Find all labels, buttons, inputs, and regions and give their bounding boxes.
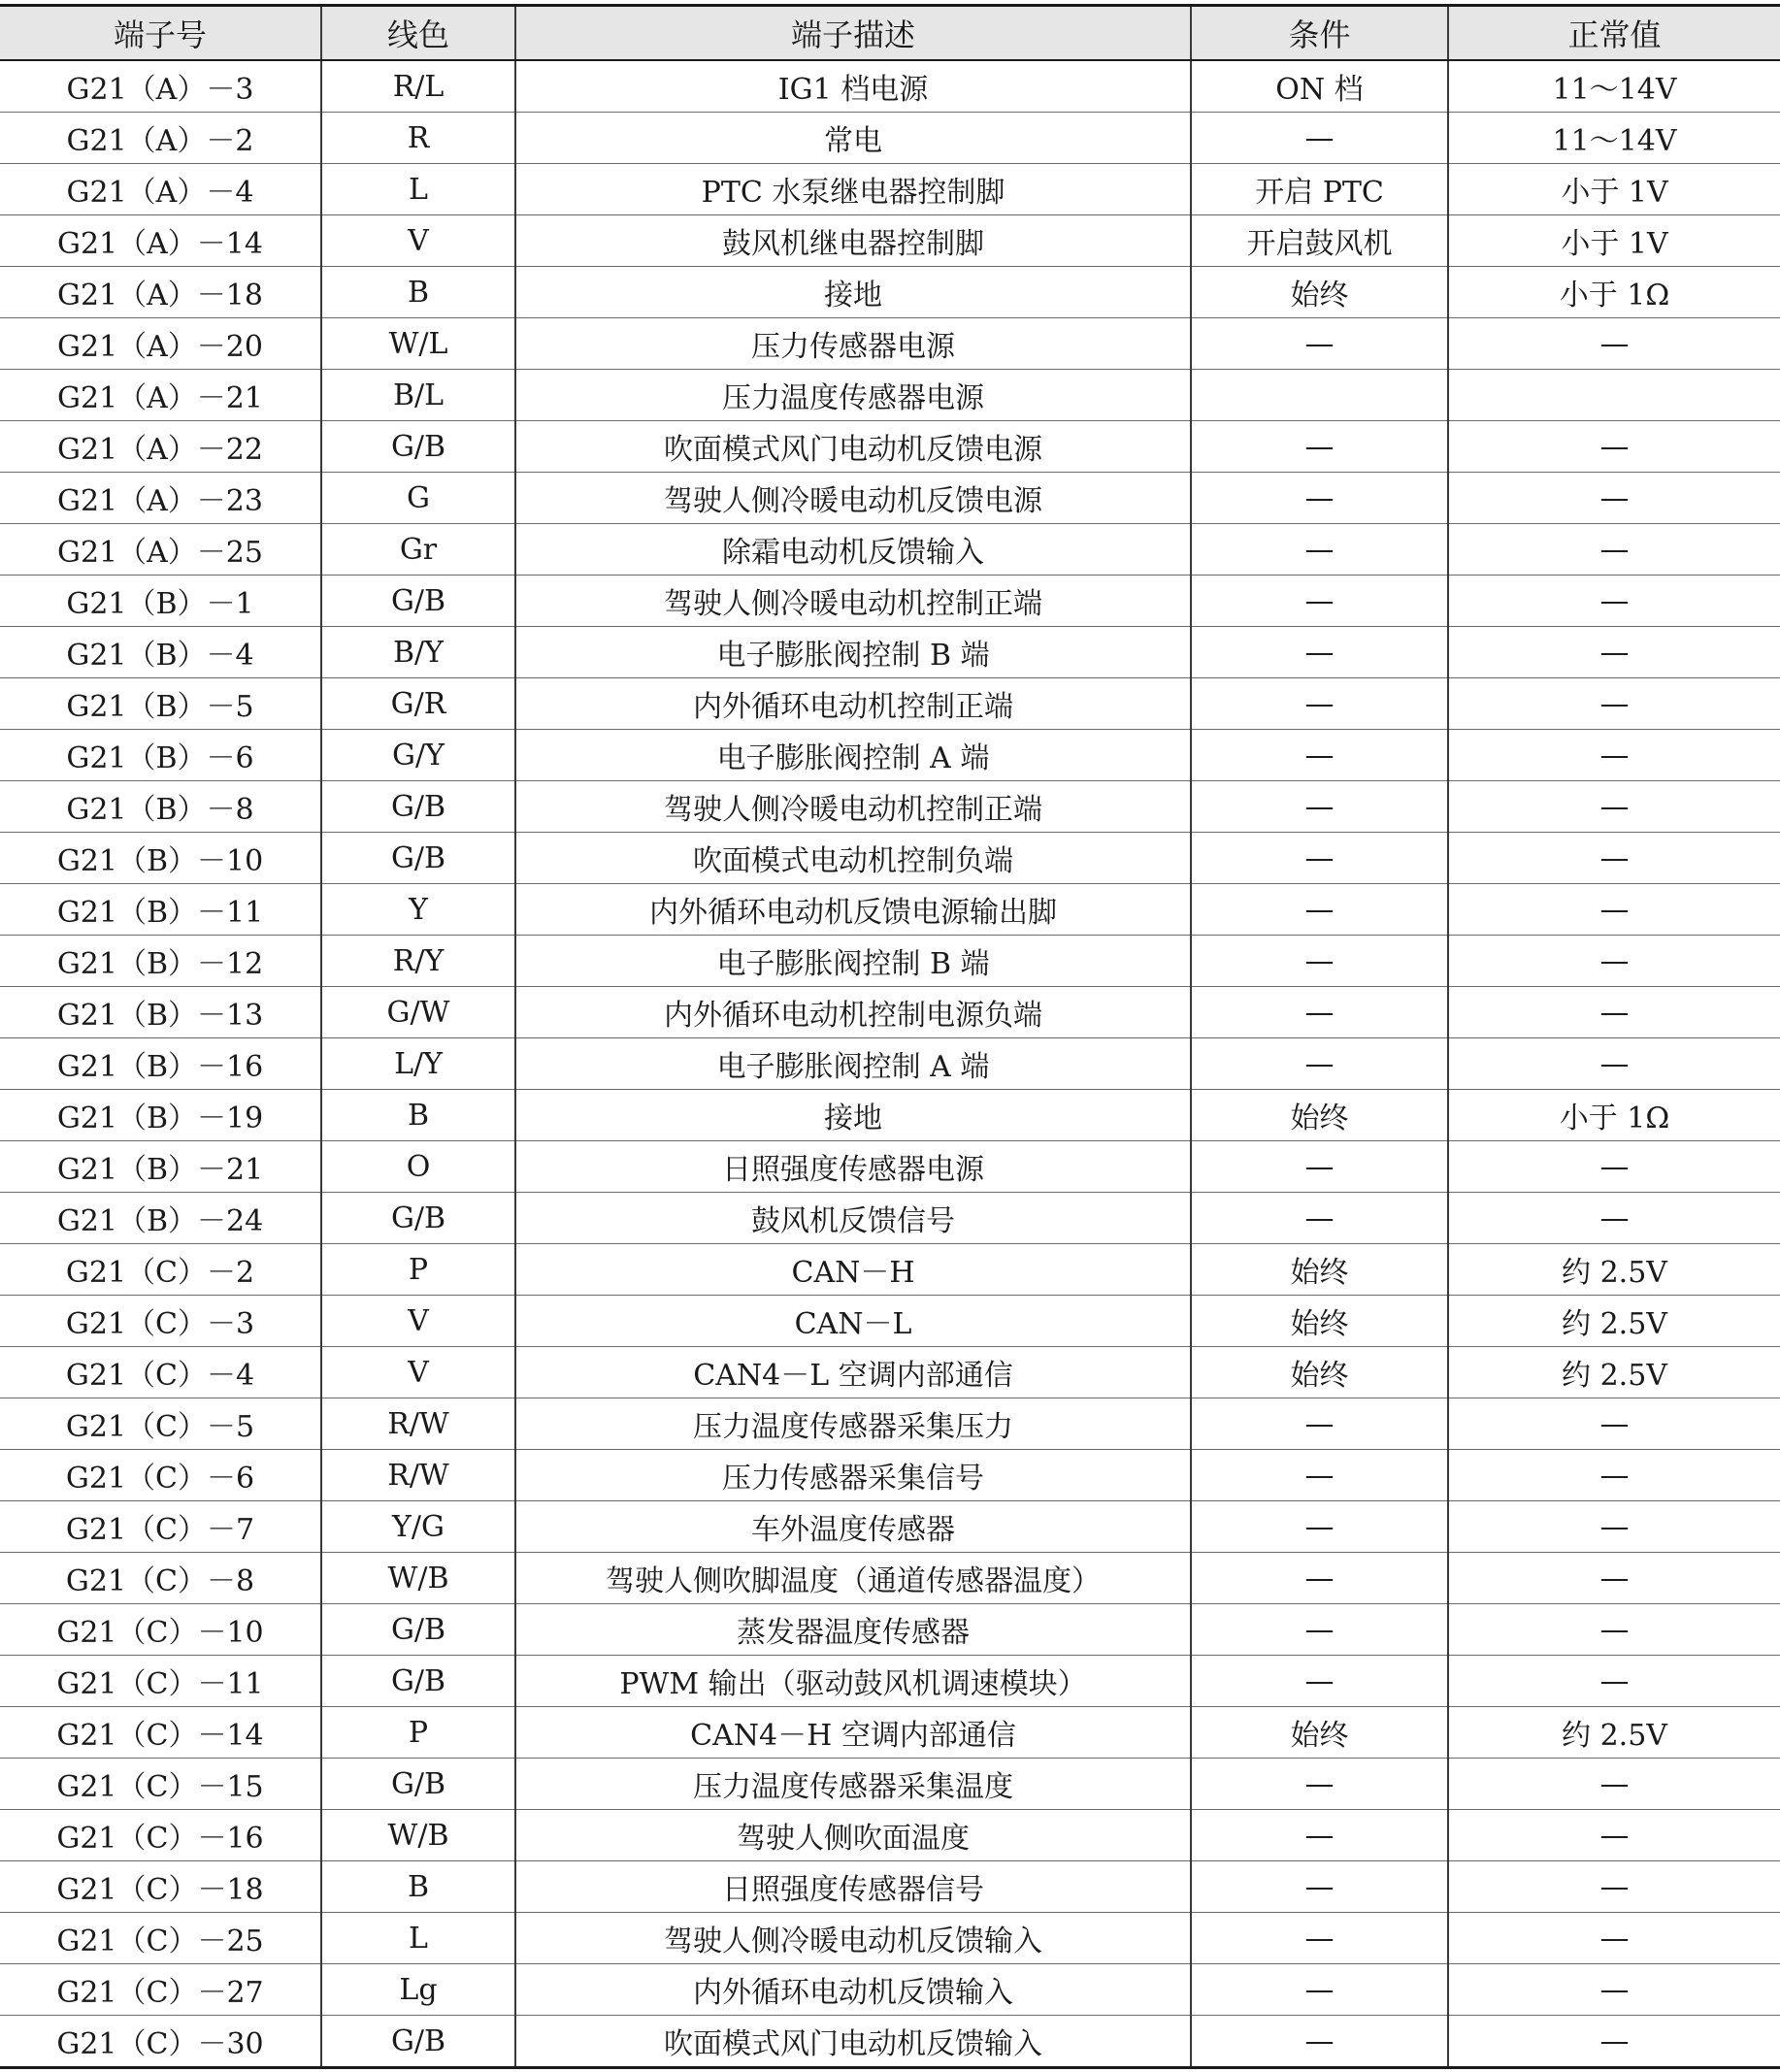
cell-normal-value: — xyxy=(1448,1964,1780,2016)
cell-wire-color: V xyxy=(321,1347,515,1398)
cell-condition: — xyxy=(1191,1193,1448,1244)
cell-condition: — xyxy=(1191,1501,1448,1553)
cell-normal-value: 约 2.5V xyxy=(1448,1707,1780,1759)
cell-terminal-description: 压力温度传感器采集压力 xyxy=(515,1398,1191,1450)
cell-terminal-description: CAN4－H 空调内部通信 xyxy=(515,1707,1191,1759)
cell-wire-color: G/B xyxy=(321,421,515,473)
header-wire-color: 线色 xyxy=(321,6,515,61)
cell-terminal-number: G21（C）－16 xyxy=(0,1810,321,1861)
cell-terminal-description: 鼓风机反馈信号 xyxy=(515,1193,1191,1244)
cell-wire-color: R/W xyxy=(321,1398,515,1450)
cell-terminal-number: G21（A）－4 xyxy=(0,164,321,215)
cell-terminal-description: 压力传感器采集信号 xyxy=(515,1450,1191,1501)
table-row xyxy=(0,1450,1780,1501)
cell-wire-color: B xyxy=(321,1861,515,1913)
cell-terminal-description: 驾驶人侧冷暖电动机控制正端 xyxy=(515,576,1191,627)
cell-normal-value: 约 2.5V xyxy=(1448,1296,1780,1347)
cell-wire-color: O xyxy=(321,1141,515,1193)
cell-terminal-number: G21（C）－15 xyxy=(0,1759,321,1810)
cell-condition: — xyxy=(1191,987,1448,1038)
cell-condition: — xyxy=(1191,1141,1448,1193)
cell-terminal-number: G21（C）－4 xyxy=(0,1347,321,1398)
cell-terminal-description: 压力温度传感器采集温度 xyxy=(515,1759,1191,1810)
table-row xyxy=(0,473,1780,524)
cell-wire-color: P xyxy=(321,1707,515,1759)
table-row xyxy=(0,421,1780,473)
cell-wire-color: L xyxy=(321,164,515,215)
cell-condition: 始终 xyxy=(1191,1296,1448,1347)
cell-wire-color: G xyxy=(321,473,515,524)
table-row xyxy=(0,1090,1780,1141)
table-row xyxy=(0,627,1780,678)
cell-condition: 始终 xyxy=(1191,1707,1448,1759)
cell-normal-value: — xyxy=(1448,1038,1780,1090)
cell-normal-value: — xyxy=(1448,833,1780,884)
cell-terminal-number: G21（C）－8 xyxy=(0,1553,321,1604)
cell-wire-color: R/L xyxy=(321,60,515,113)
table-row xyxy=(0,370,1780,421)
cell-terminal-number: G21（A）－14 xyxy=(0,215,321,267)
cell-condition: — xyxy=(1191,678,1448,730)
table-row xyxy=(0,1604,1780,1656)
table-row xyxy=(0,781,1780,833)
table-row xyxy=(0,1707,1780,1759)
cell-terminal-description: 电子膨胀阀控制 B 端 xyxy=(515,936,1191,987)
cell-condition: — xyxy=(1191,627,1448,678)
cell-wire-color: G/B xyxy=(321,781,515,833)
cell-condition: — xyxy=(1191,1913,1448,1964)
cell-wire-color: G/B xyxy=(321,1604,515,1656)
cell-terminal-number: G21（B）－19 xyxy=(0,1090,321,1141)
header-terminal-number: 端子号 xyxy=(0,6,321,61)
cell-terminal-number: G21（A）－21 xyxy=(0,370,321,421)
table-row xyxy=(0,267,1780,318)
cell-condition xyxy=(1191,370,1448,421)
cell-normal-value: 11～14V xyxy=(1448,60,1780,113)
table-row xyxy=(0,215,1780,267)
table-row xyxy=(0,164,1780,215)
table-row xyxy=(0,1244,1780,1296)
cell-terminal-description: CAN－L xyxy=(515,1296,1191,1347)
cell-wire-color: R/W xyxy=(321,1450,515,1501)
cell-terminal-number: G21（B）－13 xyxy=(0,987,321,1038)
cell-terminal-description: 除霜电动机反馈输入 xyxy=(515,524,1191,576)
cell-wire-color: G/B xyxy=(321,1656,515,1707)
cell-normal-value: — xyxy=(1448,2016,1780,2068)
cell-condition: — xyxy=(1191,473,1448,524)
cell-condition: — xyxy=(1191,1450,1448,1501)
cell-wire-color: V xyxy=(321,1296,515,1347)
table-row xyxy=(0,1038,1780,1090)
cell-terminal-number: G21（B）－24 xyxy=(0,1193,321,1244)
cell-normal-value: — xyxy=(1448,1141,1780,1193)
cell-normal-value: — xyxy=(1448,473,1780,524)
cell-terminal-number: G21（B）－6 xyxy=(0,730,321,781)
cell-wire-color: W/B xyxy=(321,1810,515,1861)
cell-terminal-description: 电子膨胀阀控制 B 端 xyxy=(515,627,1191,678)
cell-normal-value: — xyxy=(1448,781,1780,833)
cell-normal-value: — xyxy=(1448,1810,1780,1861)
header-normal-value: 正常值 xyxy=(1448,6,1780,61)
cell-terminal-description: 吹面模式电动机控制负端 xyxy=(515,833,1191,884)
cell-condition: — xyxy=(1191,1398,1448,1450)
cell-terminal-description: CAN－H xyxy=(515,1244,1191,1296)
cell-terminal-description: 电子膨胀阀控制 A 端 xyxy=(515,1038,1191,1090)
cell-terminal-description: 内外循环电动机控制正端 xyxy=(515,678,1191,730)
cell-terminal-number: G21（B）－4 xyxy=(0,627,321,678)
cell-terminal-number: G21（B）－5 xyxy=(0,678,321,730)
table-row xyxy=(0,524,1780,576)
table-row xyxy=(0,113,1780,164)
cell-condition: — xyxy=(1191,730,1448,781)
cell-normal-value: — xyxy=(1448,1553,1780,1604)
cell-normal-value: — xyxy=(1448,421,1780,473)
cell-terminal-number: G21（A）－23 xyxy=(0,473,321,524)
cell-normal-value: 小于 1Ω xyxy=(1448,1090,1780,1141)
terminal-table xyxy=(0,4,1780,2069)
table-row xyxy=(0,987,1780,1038)
cell-terminal-number: G21（A）－22 xyxy=(0,421,321,473)
cell-wire-color: L xyxy=(321,1913,515,1964)
cell-condition: — xyxy=(1191,1861,1448,1913)
table-row xyxy=(0,1913,1780,1964)
cell-normal-value: — xyxy=(1448,1861,1780,1913)
cell-wire-color: L/Y xyxy=(321,1038,515,1090)
cell-condition: — xyxy=(1191,936,1448,987)
cell-terminal-number: G21（C）－11 xyxy=(0,1656,321,1707)
cell-terminal-description: 驾驶人侧吹面温度 xyxy=(515,1810,1191,1861)
cell-condition: 始终 xyxy=(1191,267,1448,318)
table-row xyxy=(0,678,1780,730)
table-row xyxy=(0,936,1780,987)
cell-terminal-description: 内外循环电动机反馈电源输出脚 xyxy=(515,884,1191,936)
cell-terminal-number: G21（A）－20 xyxy=(0,318,321,370)
cell-terminal-description: 日照强度传感器信号 xyxy=(515,1861,1191,1913)
cell-terminal-number: G21（C）－5 xyxy=(0,1398,321,1450)
cell-condition: — xyxy=(1191,884,1448,936)
cell-terminal-number: G21（C）－3 xyxy=(0,1296,321,1347)
cell-terminal-number: G21（C）－30 xyxy=(0,2016,321,2068)
table-row xyxy=(0,1141,1780,1193)
header-terminal-description: 端子描述 xyxy=(515,6,1191,61)
cell-normal-value: — xyxy=(1448,318,1780,370)
cell-wire-color: G/B xyxy=(321,1193,515,1244)
cell-normal-value: 小于 1Ω xyxy=(1448,267,1780,318)
cell-terminal-description: 驾驶人侧冷暖电动机反馈电源 xyxy=(515,473,1191,524)
cell-condition: — xyxy=(1191,781,1448,833)
cell-terminal-description: 内外循环电动机反馈输入 xyxy=(515,1964,1191,2016)
cell-terminal-description: PWM 输出（驱动鼓风机调速模块） xyxy=(515,1656,1191,1707)
cell-condition: — xyxy=(1191,576,1448,627)
cell-wire-color: W/B xyxy=(321,1553,515,1604)
cell-terminal-number: G21（C）－14 xyxy=(0,1707,321,1759)
cell-terminal-number: G21（A）－2 xyxy=(0,113,321,164)
table-row xyxy=(0,833,1780,884)
cell-terminal-description: 电子膨胀阀控制 A 端 xyxy=(515,730,1191,781)
cell-normal-value: — xyxy=(1448,1501,1780,1553)
cell-normal-value: — xyxy=(1448,1759,1780,1810)
cell-wire-color: G/B xyxy=(321,1759,515,1810)
table-row xyxy=(0,2016,1780,2068)
cell-normal-value: — xyxy=(1448,1398,1780,1450)
cell-terminal-number: G21（B）－11 xyxy=(0,884,321,936)
cell-wire-color: Y xyxy=(321,884,515,936)
cell-wire-color: R/Y xyxy=(321,936,515,987)
cell-condition: — xyxy=(1191,1656,1448,1707)
cell-terminal-description: 接地 xyxy=(515,267,1191,318)
cell-terminal-number: G21（C）－18 xyxy=(0,1861,321,1913)
cell-condition: — xyxy=(1191,1810,1448,1861)
cell-terminal-number: G21（A）－25 xyxy=(0,524,321,576)
cell-terminal-number: G21（C）－10 xyxy=(0,1604,321,1656)
cell-condition: 始终 xyxy=(1191,1347,1448,1398)
cell-condition: — xyxy=(1191,113,1448,164)
cell-condition: — xyxy=(1191,421,1448,473)
cell-normal-value: 约 2.5V xyxy=(1448,1347,1780,1398)
cell-normal-value xyxy=(1448,370,1780,421)
cell-condition: — xyxy=(1191,2016,1448,2068)
cell-condition: — xyxy=(1191,1553,1448,1604)
header-condition: 条件 xyxy=(1191,6,1448,61)
cell-terminal-number: G21（B）－21 xyxy=(0,1141,321,1193)
cell-normal-value: — xyxy=(1448,936,1780,987)
cell-normal-value: — xyxy=(1448,730,1780,781)
cell-terminal-number: G21（C）－25 xyxy=(0,1913,321,1964)
table-row xyxy=(0,1398,1780,1450)
cell-terminal-description: 驾驶人侧吹脚温度（通道传感器温度） xyxy=(515,1553,1191,1604)
cell-terminal-number: G21（B）－12 xyxy=(0,936,321,987)
cell-terminal-description: 压力温度传感器电源 xyxy=(515,370,1191,421)
cell-terminal-description: 蒸发器温度传感器 xyxy=(515,1604,1191,1656)
cell-terminal-description: 车外温度传感器 xyxy=(515,1501,1191,1553)
cell-terminal-description: 压力传感器电源 xyxy=(515,318,1191,370)
cell-normal-value: — xyxy=(1448,1604,1780,1656)
cell-condition: — xyxy=(1191,524,1448,576)
cell-normal-value: — xyxy=(1448,576,1780,627)
cell-normal-value: — xyxy=(1448,524,1780,576)
cell-wire-color: Lg xyxy=(321,1964,515,2016)
cell-condition: 开启鼓风机 xyxy=(1191,215,1448,267)
table-body xyxy=(0,60,1780,2068)
cell-terminal-description: 吹面模式风门电动机反馈输入 xyxy=(515,2016,1191,2068)
cell-terminal-description: 常电 xyxy=(515,113,1191,164)
cell-wire-color: B xyxy=(321,1090,515,1141)
cell-terminal-number: G21（B）－16 xyxy=(0,1038,321,1090)
cell-wire-color: B/Y xyxy=(321,627,515,678)
table-row xyxy=(0,318,1780,370)
cell-terminal-description: IG1 档电源 xyxy=(515,60,1191,113)
cell-wire-color: B/L xyxy=(321,370,515,421)
table-row xyxy=(0,60,1780,113)
cell-condition: 始终 xyxy=(1191,1244,1448,1296)
cell-terminal-number: G21（C）－7 xyxy=(0,1501,321,1553)
cell-terminal-number: G21（A）－3 xyxy=(0,60,321,113)
cell-wire-color: G/B xyxy=(321,576,515,627)
cell-condition: — xyxy=(1191,1759,1448,1810)
table-row xyxy=(0,1861,1780,1913)
cell-condition: — xyxy=(1191,1964,1448,2016)
cell-wire-color: Gr xyxy=(321,524,515,576)
cell-terminal-number: G21（B）－1 xyxy=(0,576,321,627)
cell-normal-value: — xyxy=(1448,1193,1780,1244)
cell-wire-color: R xyxy=(321,113,515,164)
cell-wire-color: P xyxy=(321,1244,515,1296)
table-row xyxy=(0,730,1780,781)
table-row xyxy=(0,1347,1780,1398)
cell-terminal-description: PTC 水泵继电器控制脚 xyxy=(515,164,1191,215)
table-row xyxy=(0,1964,1780,2016)
cell-terminal-description: 鼓风机继电器控制脚 xyxy=(515,215,1191,267)
cell-terminal-description: 接地 xyxy=(515,1090,1191,1141)
cell-condition: 始终 xyxy=(1191,1090,1448,1141)
table-row xyxy=(0,1759,1780,1810)
cell-normal-value: — xyxy=(1448,1913,1780,1964)
cell-normal-value: 11～14V xyxy=(1448,113,1780,164)
table-header xyxy=(0,6,1780,61)
cell-normal-value: 约 2.5V xyxy=(1448,1244,1780,1296)
cell-terminal-description: CAN4－L 空调内部通信 xyxy=(515,1347,1191,1398)
header-row xyxy=(0,6,1780,61)
cell-terminal-description: 驾驶人侧冷暖电动机反馈输入 xyxy=(515,1913,1191,1964)
cell-condition: — xyxy=(1191,833,1448,884)
cell-wire-color: G/B xyxy=(321,2016,515,2068)
cell-condition: — xyxy=(1191,1604,1448,1656)
cell-wire-color: V xyxy=(321,215,515,267)
table-row xyxy=(0,884,1780,936)
cell-terminal-number: G21（C）－6 xyxy=(0,1450,321,1501)
table-row xyxy=(0,1553,1780,1604)
table-row xyxy=(0,576,1780,627)
cell-terminal-description: 吹面模式风门电动机反馈电源 xyxy=(515,421,1191,473)
cell-condition: 开启 PTC xyxy=(1191,164,1448,215)
cell-wire-color: B xyxy=(321,267,515,318)
table-row xyxy=(0,1296,1780,1347)
cell-normal-value: — xyxy=(1448,884,1780,936)
cell-condition: — xyxy=(1191,318,1448,370)
cell-normal-value: — xyxy=(1448,1656,1780,1707)
cell-normal-value: 小于 1V xyxy=(1448,215,1780,267)
cell-normal-value: — xyxy=(1448,627,1780,678)
cell-wire-color: W/L xyxy=(321,318,515,370)
terminal-table-container xyxy=(0,4,1780,2069)
cell-condition: — xyxy=(1191,1038,1448,1090)
cell-terminal-number: G21（C）－27 xyxy=(0,1964,321,2016)
cell-wire-color: G/Y xyxy=(321,730,515,781)
cell-terminal-number: G21（C）－2 xyxy=(0,1244,321,1296)
table-row xyxy=(0,1501,1780,1553)
cell-terminal-description: 内外循环电动机控制电源负端 xyxy=(515,987,1191,1038)
table-row xyxy=(0,1810,1780,1861)
cell-terminal-number: G21（B）－8 xyxy=(0,781,321,833)
cell-normal-value: 小于 1V xyxy=(1448,164,1780,215)
cell-normal-value: — xyxy=(1448,678,1780,730)
cell-wire-color: Y/G xyxy=(321,1501,515,1553)
table-row xyxy=(0,1193,1780,1244)
cell-condition: ON 档 xyxy=(1191,60,1448,113)
cell-terminal-description: 日照强度传感器电源 xyxy=(515,1141,1191,1193)
cell-terminal-number: G21（B）－10 xyxy=(0,833,321,884)
cell-normal-value: — xyxy=(1448,1450,1780,1501)
cell-terminal-description: 驾驶人侧冷暖电动机控制正端 xyxy=(515,781,1191,833)
table-row xyxy=(0,1656,1780,1707)
cell-normal-value: — xyxy=(1448,987,1780,1038)
cell-wire-color: G/B xyxy=(321,833,515,884)
cell-terminal-number: G21（A）－18 xyxy=(0,267,321,318)
cell-wire-color: G/W xyxy=(321,987,515,1038)
cell-wire-color: G/R xyxy=(321,678,515,730)
